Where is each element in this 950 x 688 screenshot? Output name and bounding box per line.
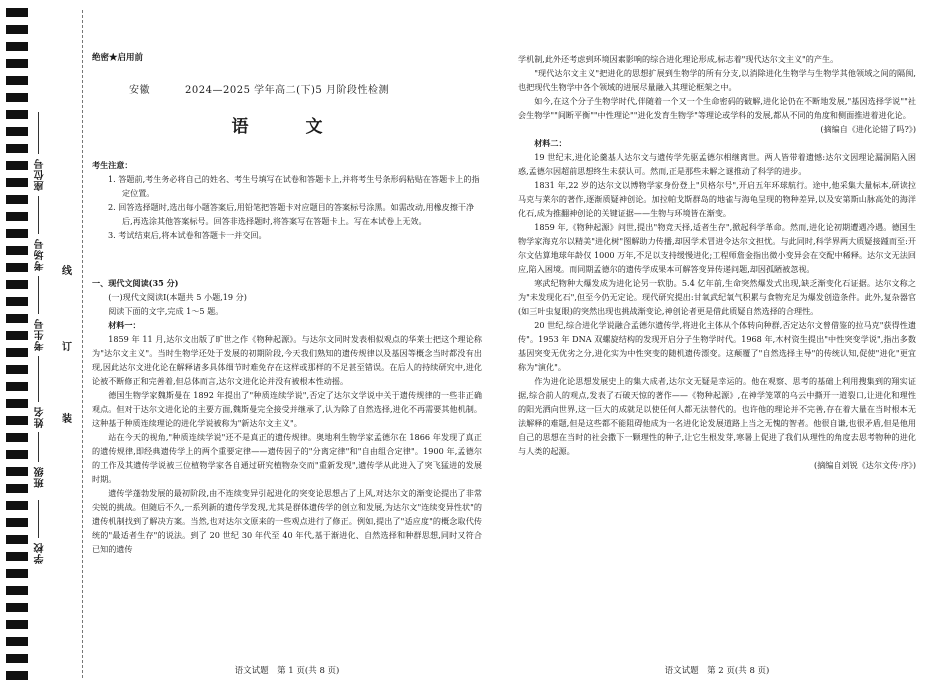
paragraph: 德国生物学家魏斯曼在 1892 年提出了"种质连续学说",否定了达尔文学说中关于遗传规律的一些非正确观点。但对于达尔文进化论的主要方面,魏斯曼完全接受并继承了,认为除了自然选择,进化不再需要其他机制。这种基于种质连续理论的进化学说被称为"新达尔文主义"。 bbox=[92, 390, 482, 428]
binding-margin bbox=[0, 0, 80, 688]
exam-number-label: 考生号 bbox=[35, 318, 46, 351]
paragraph: "现代达尔文主义"把进化的思想扩展到生物学的所有分支,以消除进化生物学与生物学其他领域之间的隔阂,也把现代生物学中各个领域的进展尽量融入其理论框架之中。 bbox=[518, 68, 916, 92]
class-label: 班级 bbox=[35, 466, 46, 488]
cut-char-bind: 订 bbox=[62, 342, 72, 353]
province-label: 安徽 bbox=[129, 85, 150, 96]
exam-room-label: 考场号 bbox=[35, 238, 46, 271]
section-heading: 一、现代文阅读(35 分) bbox=[92, 278, 179, 288]
paragraph: 遗传学蓬勃发展的最初阶段,由不连续变异引起进化的突变论思想占了上风,对达尔文的渐变论提出了非常尖锐的挑战。但随后不久,一系列新的遗传学发现,尤其是群体遗传学的创立和发展,为达尔文"连续变异性状"的遗传机制找到了解决方案。当然,也对达尔文原来的一些观点进行了修正。例如,提出了"适应度"的概念取代传统的"最适者生存"的说法。到了 20 世纪 30 年代至 40 年代,基于渐进化、自然选择和种群思想,同时又符合已知的遗传 bbox=[92, 488, 482, 554]
seat-number-line bbox=[38, 112, 39, 154]
exam-room-line bbox=[38, 196, 39, 234]
secret-mark: 绝密★启用前 bbox=[92, 53, 144, 63]
paragraph: 寒武纪物种大爆发成为进化论另一软肋。5.4 亿年前,生命突然爆发式出现,缺乏渐变化石证据。达尔文称之为"未发现化石",但至今仍无定论。现代研究提出:甘氧武纪氧气积累与食物充足为爆发创造条件。此外,复杂器官(如三叶虫复眼)的突然出现也挑战渐变论,神创论者更是借此质疑自然选择的合理性。 bbox=[518, 278, 916, 316]
paragraph: 19 世纪末,进化论羹基人达尔文与遗传学先驱孟德尔相继离世。两人皆带着遗憾:达尔文因理论漏洞陷入困惑,孟德尔因超前思想终生未获认可。然而,正是那些未解之谜推动了科学的进步。 bbox=[518, 152, 916, 176]
page-footer: 语文试题 第 1 页(共 8 页) bbox=[234, 666, 340, 676]
class-line bbox=[38, 432, 39, 462]
school-line bbox=[38, 500, 39, 538]
exam-title bbox=[92, 84, 482, 98]
exam-title-text: 2024—2025 学年高二(下)5 月阶段性检测 bbox=[185, 85, 389, 96]
name-line bbox=[38, 356, 39, 402]
material-2-label: 材料二： bbox=[534, 138, 567, 148]
paragraph: 站在今天的视角,"种质连续学说"还不是真正的遗传规律。奥地利生物学家孟德尔在 1866 年发现了真正的遗传规律,即经典遗传学上的两个重要定律——遗传因子的"分离定律"和"自由组合定律"。1900 年,孟德尔的工作及其遗传学说被三位植物学家各自通过研究植物杂交而"重新发现",遗传学从此进入了突飞猛进的发展时期。 bbox=[92, 432, 482, 484]
subsection-heading: (一)现代文阅读Ⅰ(本题共 5 小题,19 分) bbox=[108, 292, 247, 302]
note-item: 3. 考试结束后,将本试卷和答题卡一并交回。 bbox=[108, 230, 267, 240]
notes-heading: 考生注意： bbox=[92, 160, 133, 170]
source-citation: (摘编自刘锐《达尔文传·序》) bbox=[814, 460, 916, 470]
exam-number-line bbox=[38, 276, 39, 314]
note-item: 2. 回答选择题时,选出每小题答案后,用铅笔把答题卡对应题目的答案标号涂黑。如需改动,用橡皮擦干净后,再选涂其他答案标号。回答非选择题时,将答案写在答题卡上。写在本试卷上无效。 bbox=[108, 202, 475, 226]
reading-instruction: 阅读下面的文字,完成 1～5 题。 bbox=[108, 306, 224, 316]
cut-char-line: 线 bbox=[62, 266, 72, 277]
binding-stripes bbox=[6, 8, 28, 680]
page-2-content bbox=[518, 52, 916, 472]
paragraph: 如今,在这个分子生物学时代,伴随着一个又一个生命密码的破解,进化论仍在不断地发展,"基因选择学说""社会生物学""间断平衡""中性理论""进化发育生物学"等理论或学科的发展,都从不同的角度和侧面推进着进化论。 bbox=[518, 96, 916, 120]
paragraph: 1859 年 11 月,达尔文出版了旷世之作《物种起源》。与达尔文同时发表相似观点的华莱士把这个理论称为"达尔文主义"。当时生物学还处于发展的初期阶段,今天我们熟知的遗传规律以及基因等概念当时都没有出现,因此达尔文进化论在解释诸多具体细节时难免存在这样或那样的不足甚至错误。在后人的持续研究中,进化论被不断修正和完善着,但总体而言,达尔文进化论并没有被根本性动摇。 bbox=[92, 334, 482, 386]
school-label: 学校 bbox=[35, 542, 46, 564]
material-1-label: 材料一： bbox=[108, 320, 141, 330]
note-item: 1. 答题前,考生务必将自己的姓名、考生号填写在试卷和答题卡上,并将考生号条形码粘贴在答题卡上的指定位置。 bbox=[108, 174, 480, 198]
name-label: 姓名 bbox=[35, 406, 46, 428]
seat-number-label: 座位号 bbox=[35, 158, 46, 191]
paragraph: 学机制,此外还考虑到环境因素影响的综合进化理论形成,标志着"现代达尔文主义"的产生。 bbox=[518, 54, 839, 64]
cut-char-staple: 装 bbox=[62, 414, 72, 425]
exam-notes bbox=[92, 158, 482, 242]
page-2 bbox=[518, 0, 916, 688]
paragraph: 20 世纪,综合进化学说融合孟德尔遗传学,将进化主体从个体转向种群,否定达尔文曾借鉴的拉马克"获得性遗传"。1953 年 DNA 双螺旋结构的发现开启分子生物学时代。1968 年,木村资生提出"中性突变学说",指出多数基因突变无优劣之分,进化实为中性突变的随机遗传漂变。这颠覆了"自然选择主导"的传统认知,促使"进化"更宜称为"演化"。 bbox=[518, 320, 916, 372]
paragraph: 1831 年,22 岁的达尔文以博物学家身份登上"贝格尔号",开启五年环球航行。途中,他采集大量标本,研读拉马克与莱尔的著作,逐渐质疑神创论。加拉帕戈斯群岛的地雀与海龟呈现的物种差异,以及安第斯山脉高处的海洋化石,成为推翻神创论的关键证据——生物与环境皆在渐变。 bbox=[518, 180, 916, 218]
binding-cut-line bbox=[82, 10, 83, 678]
page-1 bbox=[92, 0, 482, 688]
paragraph: 作为进化论思想发展史上的集大成者,达尔文无疑是幸运的。他在观察、思考的基础上利用搜集到的翔实证据,综合前人的观点,发表了石破天惊的著作——《物种起源》,在神学笼罩的乌云中撕开一道裂口,让进化和理性的阳光洒向世界,这一巨大的成就足以使任何人都无法替代的。也许他的理论并不完善,存在着大量在当时根本无法解释的难题,但是这些都不能阻碍他成为一名进化论发展道路上当之无愧的智者。他很自谦,也很矛盾,但是他用自己的思想在当时的社会撒下一颗理性的种子,让它生根发芽,寒暑上促进了我们从理性的角度去思考物种的进化与人类的起源。 bbox=[518, 376, 916, 456]
paragraph: 1859 年,《物种起源》问世,提出"物竞天择,适者生存",掀起科学革命。然而,进化论初期遭遇冷遇。德国生物学家海克尔以精美"进化树"图解助力传播,却因学术冒进令达尔文担忧。与此同时,科学界两大质疑接踵而至:开尔文估算地球年龄仅 1000 万年,不足以支持缓慢进化;工程师詹金指出微小变异会在交配中稀释。达尔文无法回应,陷入困境。而同期孟德尔的遗传学成果本可解答变异传递问题,却因孤陋被忽视。 bbox=[518, 222, 916, 274]
source-citation: (摘编自《进化论错了吗?》) bbox=[820, 124, 916, 134]
reading-section bbox=[92, 276, 482, 556]
page-footer: 语文试题 第 2 页(共 8 页) bbox=[664, 666, 770, 676]
subject-title: 语 文 bbox=[231, 117, 343, 137]
